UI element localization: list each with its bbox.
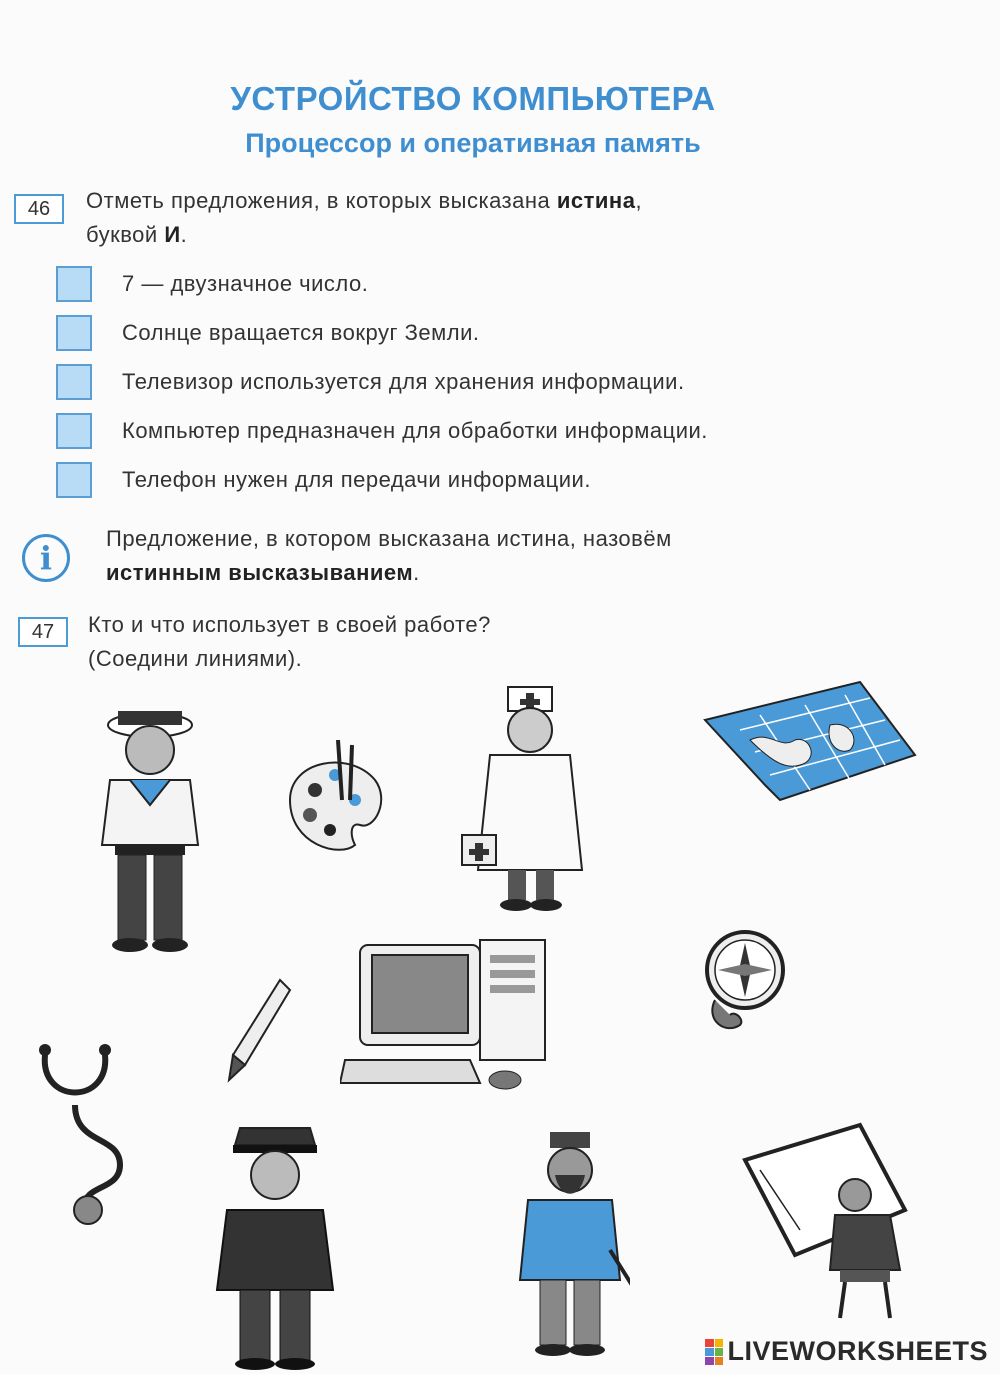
task-46-instruction: Отметь предложения, в которых высказана истина, буквой И. xyxy=(86,188,643,247)
liveworksheets-logo-icon xyxy=(705,1339,723,1365)
palette-icon[interactable] xyxy=(280,740,390,860)
task-47-number: 47 xyxy=(18,617,68,647)
statement-5-checkbox[interactable] xyxy=(56,462,92,498)
computer-icon[interactable] xyxy=(340,935,555,1095)
pencil-icon[interactable] xyxy=(225,975,295,1085)
map-icon[interactable] xyxy=(700,680,920,805)
statement-2-label: Солнце вращается вокруг Земли. xyxy=(122,320,480,345)
statement-3-checkbox[interactable] xyxy=(56,364,92,400)
captain-icon[interactable] xyxy=(205,1120,345,1370)
statement-4-checkbox[interactable] xyxy=(56,413,92,449)
stethoscope-icon[interactable] xyxy=(30,1015,140,1225)
info-text: Предложение, в котором высказана истина, назовём истинным высказыванием. xyxy=(106,526,672,585)
task-46-number: 46 xyxy=(14,194,64,224)
liveworksheets-logo xyxy=(705,1336,988,1367)
sailor-icon[interactable] xyxy=(80,695,220,955)
statement-1-label: 7 — двузначное число. xyxy=(122,271,369,296)
page-subtitle: Процессор и оперативная память xyxy=(245,128,701,158)
compass-icon[interactable] xyxy=(685,925,805,1045)
liveworksheets-logo-text: LIVEWORKSHEETS xyxy=(727,1336,988,1366)
doctor-icon[interactable] xyxy=(460,685,600,915)
statement-1-checkbox[interactable] xyxy=(56,266,92,302)
artist-icon[interactable] xyxy=(510,1130,630,1360)
info-icon: i xyxy=(22,534,70,582)
task-47-instruction: Кто и что использует в своей работе? (Соедини линиями). xyxy=(88,612,491,671)
page-title: УСТРОЙСТВО КОМПЬЮТЕРА xyxy=(230,80,716,117)
statement-2-checkbox[interactable] xyxy=(56,315,92,351)
statement-3-label: Телевизор используется для хранения информации. xyxy=(122,369,685,394)
statement-5-label: Телефон нужен для передачи информации. xyxy=(122,467,591,492)
draftsman-icon[interactable] xyxy=(740,1120,920,1320)
statement-4-label: Компьютер предназначен для обработки информации. xyxy=(122,418,708,443)
